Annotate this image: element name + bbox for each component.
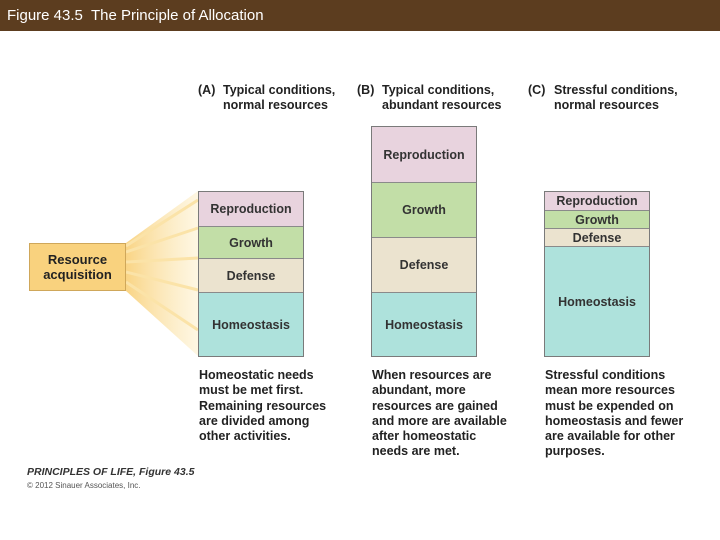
caption-line: are available for other bbox=[545, 429, 675, 444]
heading-line: normal resources bbox=[223, 98, 328, 112]
caption-line: mean more resources bbox=[545, 383, 675, 398]
panel-a-column bbox=[198, 191, 304, 357]
segment-growth: Growth bbox=[199, 226, 303, 258]
heading-line: Stressful conditions, bbox=[554, 83, 678, 97]
caption-line: Homeostatic needs bbox=[199, 368, 314, 382]
segment-reproduction: Reproduction bbox=[199, 192, 303, 226]
panel-b-column bbox=[371, 126, 477, 357]
segment-reproduction: Reproduction bbox=[545, 192, 649, 210]
heading-line: Typical conditions, bbox=[223, 83, 336, 97]
segment-homeostasis: Homeostasis bbox=[372, 292, 476, 356]
caption-line: Stressful conditions bbox=[545, 368, 666, 382]
panel-b-heading bbox=[357, 83, 522, 115]
caption-line: and more are available bbox=[372, 413, 507, 428]
caption-line: purposes. bbox=[545, 444, 605, 459]
panel-letter: (A) bbox=[198, 83, 216, 97]
caption-line: abundant, more bbox=[372, 383, 466, 398]
heading-line: Typical conditions, bbox=[382, 83, 495, 97]
panel-c-column bbox=[544, 191, 650, 357]
panel-a-caption bbox=[199, 368, 349, 444]
segment-homeostasis: Homeostasis bbox=[545, 246, 649, 356]
segment-defense: Defense bbox=[372, 237, 476, 292]
figure-title: Figure 43.5 The Principle of Allocation bbox=[7, 7, 264, 24]
resource-label-line: acquisition bbox=[43, 267, 112, 282]
segment-growth: Growth bbox=[372, 182, 476, 237]
panel-letter: (C) bbox=[528, 83, 546, 97]
figure-credit: PRINCIPLES OF LIFE, Figure 43.5 bbox=[27, 466, 195, 478]
caption-line: resources are gained bbox=[372, 398, 498, 413]
heading-line: normal resources bbox=[554, 98, 659, 112]
caption-line: When resources are bbox=[372, 368, 492, 382]
caption-line: Remaining resources bbox=[199, 398, 327, 413]
caption-line: must be met first. bbox=[199, 383, 304, 398]
heading-line: abundant resources bbox=[382, 98, 502, 112]
panel-letter: (B) bbox=[357, 83, 375, 97]
caption-line: needs are met. bbox=[372, 444, 460, 459]
segment-growth: Growth bbox=[545, 210, 649, 228]
resource-label-line: Resource bbox=[47, 252, 108, 267]
caption-line: must be expended on bbox=[545, 398, 674, 413]
segment-defense: Defense bbox=[199, 258, 303, 292]
caption-line: after homeostatic bbox=[372, 429, 477, 444]
segment-defense: Defense bbox=[545, 228, 649, 246]
copyright-notice: © 2012 Sinauer Associates, Inc. bbox=[27, 481, 141, 490]
segment-reproduction: Reproduction bbox=[372, 127, 476, 182]
caption-line: other activities. bbox=[199, 429, 291, 444]
caption-line: homeostasis and fewer bbox=[545, 413, 684, 428]
resource-acquisition-box bbox=[29, 243, 126, 291]
panel-b-caption bbox=[372, 368, 522, 460]
panel-a-heading bbox=[198, 83, 358, 115]
caption-line: are divided among bbox=[199, 413, 310, 428]
panel-c-heading bbox=[528, 83, 698, 115]
panel-c-caption bbox=[545, 368, 695, 460]
segment-homeostasis: Homeostasis bbox=[199, 292, 303, 356]
